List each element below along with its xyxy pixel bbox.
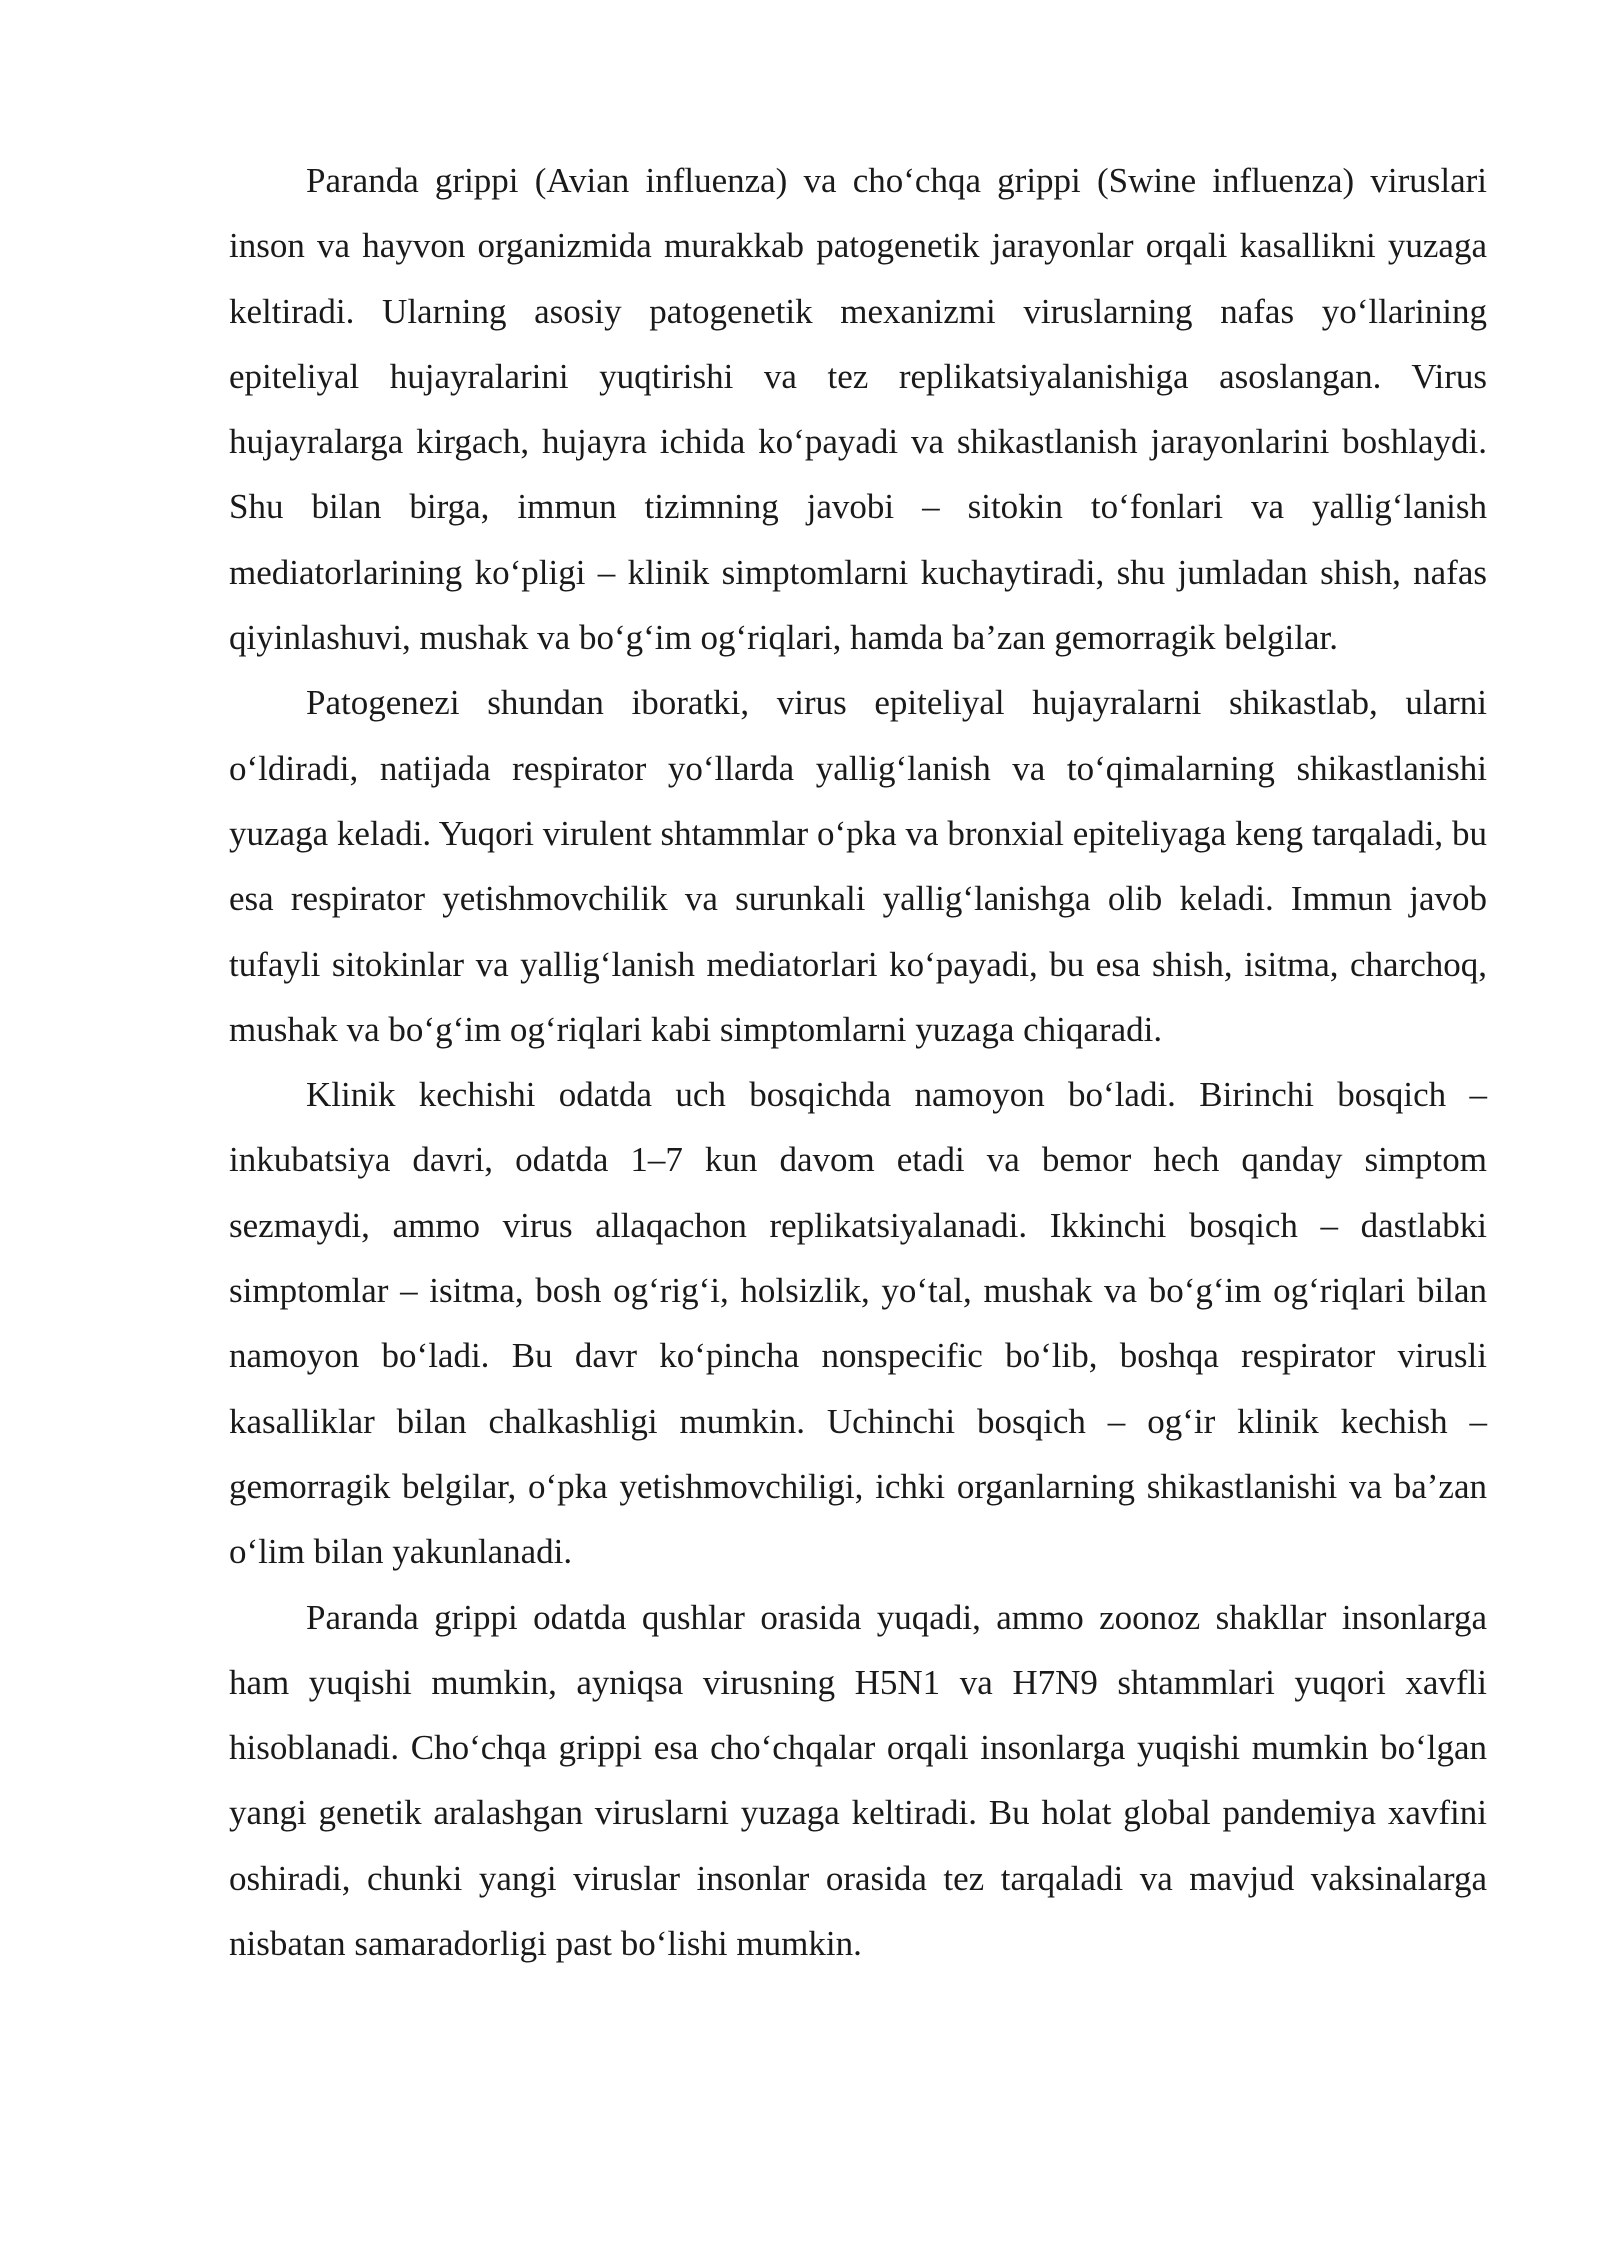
paragraph-transmission: Paranda grippi odatda qushlar orasida yuqadi, ammo zoonoz shakllar insonlarga ham yuqishi mumkin, ayniqsa virusning H5N1 va H7N9 shtammlari yuqori xavfli hisoblanadi. Cho‘chqa grippi esa cho‘chqalar orqali insonlarga yuqishi mumkin bo‘lgan yangi genetik aralashgan viruslarni yuzaga keltiradi. Bu holat global pandemiya xavfini oshiradi, chunki yangi viruslar insonlar orasida tez tarqaladi va mavjud vaksinalarga nisbatan samaradorligi past bo‘lishi mumkin. [229, 1597, 1487, 1964]
paragraph-pathogenesis-intro: Paranda grippi (Avian influenza) va cho‘chqa grippi (Swine influenza) viruslari inson va hayvon organizmida murakkab patogenetik jarayonlar orqali kasallikni yuzaga keltiradi. Ularning asosiy patogenetik mexanizmi viruslarning nafas yo‘llarining epiteliyal hujayralarini yuqtirishi va tez replikatsiyalanishiga asoslangan. Virus hujayralarga kirgach, hujayra ichida ko‘payadi va shikastlanish jarayonlarini boshlaydi. Shu bilan birga, immun tizimning javobi – sitokin to‘fonlari va yallig‘lanish mediatorlarining ko‘pligi – klinik simptomlarni kuchaytiradi, shu jumladan shish, nafas qiyinlashuvi, mushak va bo‘g‘im og‘riqlari, hamda ba’zan gemorragik belgilar. [229, 161, 1487, 658]
paragraph-clinical-course: Klinik kechishi odatda uch bosqichda namoyon bo‘ladi. Birinchi bosqich – inkubatsiya davri, odatda 1–7 kun davom etadi va bemor hech qanday simptom sezmaydi, ammo virus allaqachon replikatsiyalanadi. Ikkinchi bosqich – dastlabki simptomlar – isitma, bosh og‘rig‘i, holsizlik, yo‘tal, mushak va bo‘g‘im og‘riqlari bilan namoyon bo‘ladi. Bu davr ko‘pincha nonspecific bo‘lib, boshqa respirator virusli kasalliklar bilan chalkashligi mumkin. Uchinchi bosqich – og‘ir klinik kechish – gemorragik belgilar, o‘pka yetishmovchiligi, ichki organlarning shikastlanishi va ba’zan o‘lim bilan yakunlanadi. [229, 1075, 1487, 1572]
paragraph-pathogenesis-details: Patogenezi shundan iboratki, virus epiteliyal hujayralarni shikastlab, ularni o‘ldiradi, natijada respirator yo‘llarda yallig‘lanish va to‘qimalarning shikastlanishi yuzaga keladi. Yuqori virulent shtammlar o‘pka va bronxial epiteliyaga keng tarqaladi, bu esa respirator yetishmovchilik va surunkali yallig‘lanishga olib keladi. Immun javob tufayli sitokinlar va yallig‘lanish mediatorlari ko‘payadi, bu esa shish, isitma, charchoq, mushak va bo‘g‘im og‘riqlari kabi simptomlarni yuzaga chiqaradi. [229, 683, 1487, 1049]
document-page [229, 148, 1487, 1976]
